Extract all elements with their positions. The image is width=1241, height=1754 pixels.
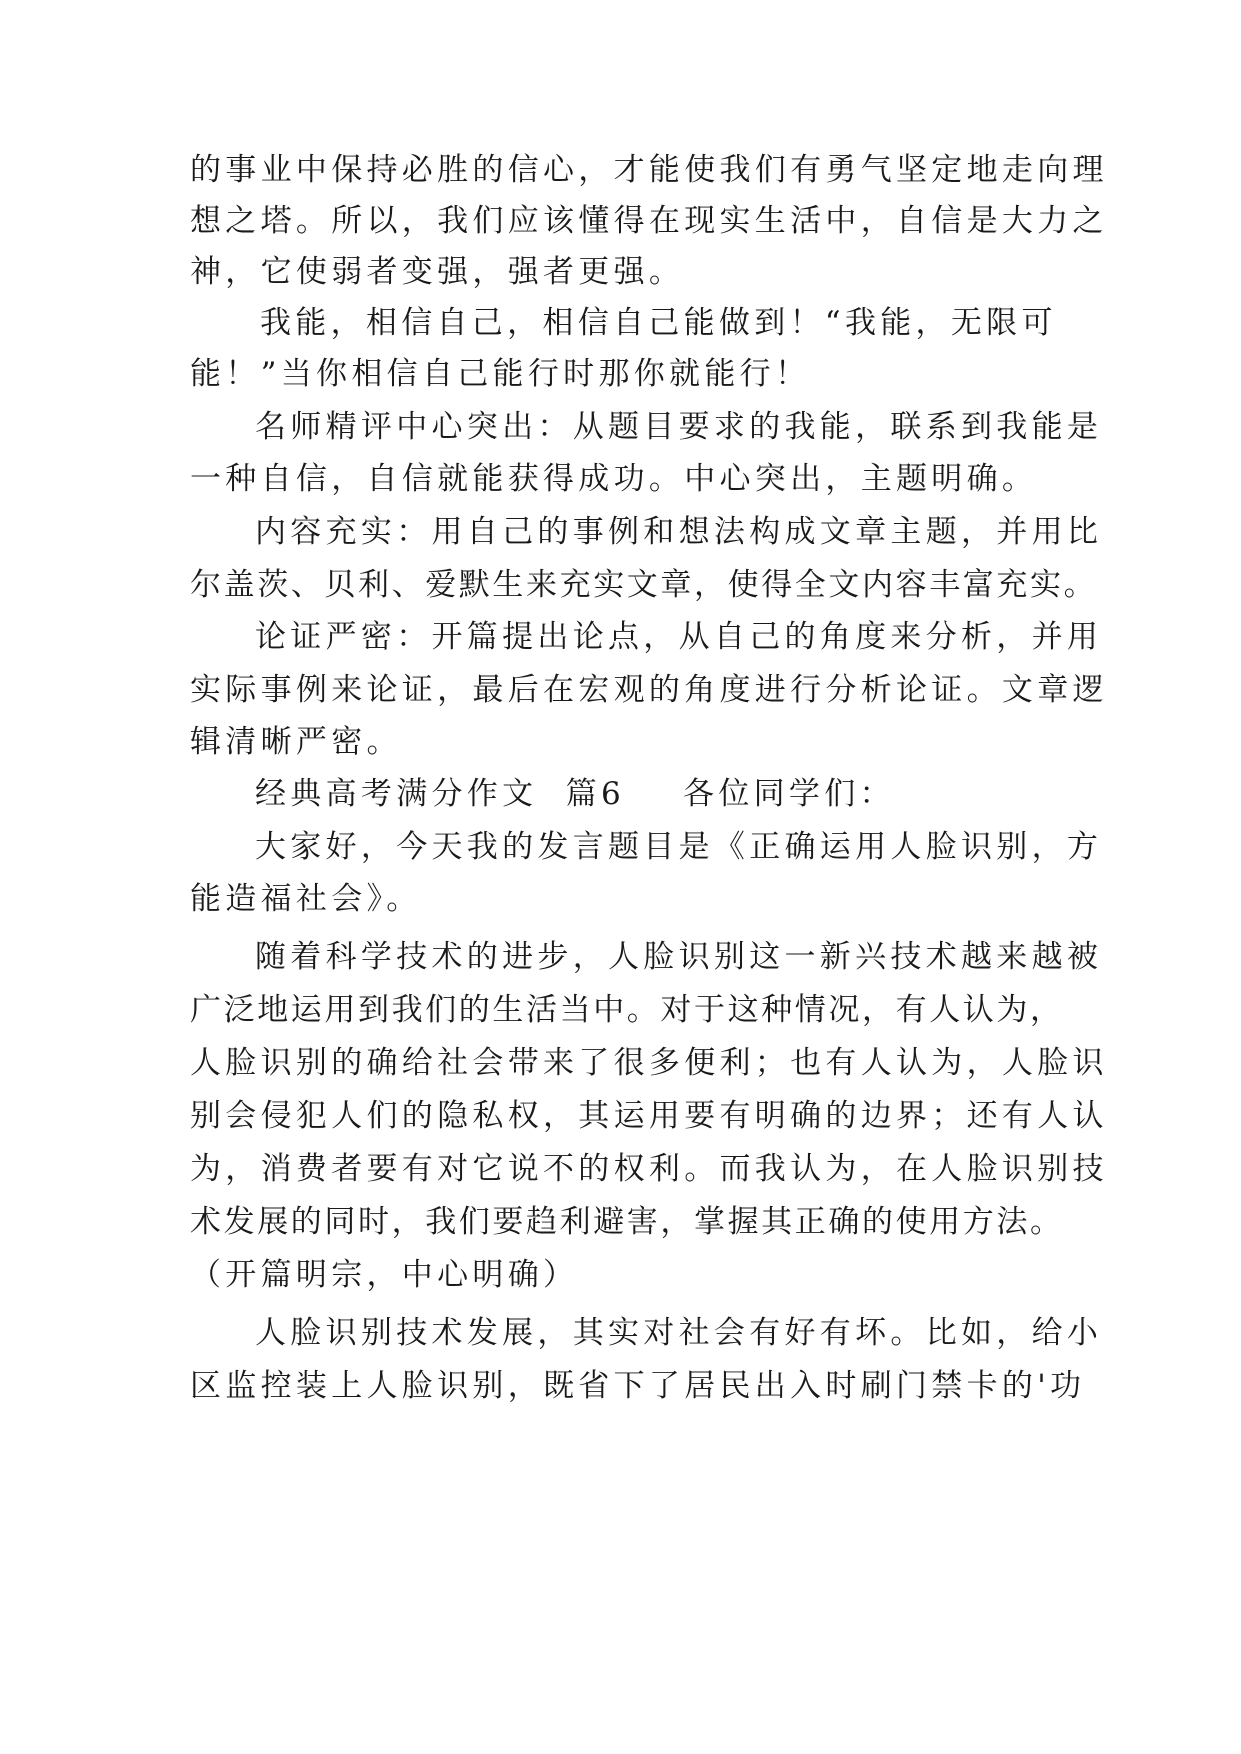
paragraph-line: （开篇明宗，中心明确） bbox=[190, 1257, 579, 1293]
paragraph-line: 想之塔。所以，我们应该懂得在现实生活中，自信是大力之 bbox=[190, 203, 1108, 239]
paragraph-line: 名师精评中心突出：从题目要求的我能，联系到我能是 bbox=[255, 409, 1103, 445]
paragraph-line: 实际事例来论证，最后在宏观的角度进行分析论证。文章逻 bbox=[190, 672, 1108, 708]
paragraph-line: 能造福社会》。 bbox=[190, 881, 422, 917]
paragraph-line: 人脸识别技术发展，其实对社会有好有坏。比如，给小 bbox=[255, 1315, 1103, 1351]
paragraph-line: 大家好，今天我的发言题目是《正确运用人脸识别，方 bbox=[255, 829, 1103, 865]
paragraph-line: 区监控装上人脸识别，既省下了居民出入时刷门禁卡的'功 bbox=[190, 1368, 1086, 1404]
greeting: 各位同学们： bbox=[683, 776, 895, 812]
paragraph-line: 的事业中保持必胜的信心，才能使我们有勇气坚定地走向理 bbox=[190, 152, 1108, 188]
paragraph-line: 尔盖茨、贝利、爱默生来充实文章，使得全文内容丰富充实。 bbox=[190, 567, 1098, 603]
paragraph-line: 为，消费者要有对它说不的权利。而我认为，在人脸识别技 bbox=[190, 1151, 1108, 1187]
paragraph-line: 内容充实：用自己的事例和想法构成文章主题，并用比 bbox=[255, 514, 1103, 550]
paragraph-line: 论证严密：开篇提出论点，从自己的角度来分析，并用 bbox=[255, 619, 1103, 655]
paragraph-line: 神，它使弱者变强，强者更强。 bbox=[190, 254, 685, 290]
section-title: 经典高考满分作文 篇6 bbox=[255, 776, 626, 812]
paragraph-line: 人脸识别的确给社会带来了很多便利；也有人认为，人脸识 bbox=[190, 1045, 1108, 1081]
paragraph-line: 能！”当你相信自己能行时那你就能行！ bbox=[190, 356, 811, 392]
paragraph-line: 辑清晰严密。 bbox=[190, 724, 402, 760]
section-header bbox=[255, 774, 1060, 814]
paragraph-line: 随着科学技术的进步，人脸识别这一新兴技术越来越被 bbox=[255, 939, 1103, 975]
paragraph-line: 一种自信，自信就能获得成功。中心突出，主题明确。 bbox=[190, 461, 1038, 497]
paragraph-line: 我能，相信自己，相信自己能做到！“我能，无限可 bbox=[260, 305, 1057, 341]
paragraph-line: 术发展的同时，我们要趋利避害，掌握其正确的使用方法。 bbox=[190, 1204, 1064, 1240]
paragraph-line: 广泛地运用到我们的生活当中。对于这种情况，有人认为， bbox=[190, 992, 1064, 1028]
paragraph-line: 别会侵犯人们的隐私权，其运用要有明确的边界；还有人认 bbox=[190, 1098, 1108, 1134]
